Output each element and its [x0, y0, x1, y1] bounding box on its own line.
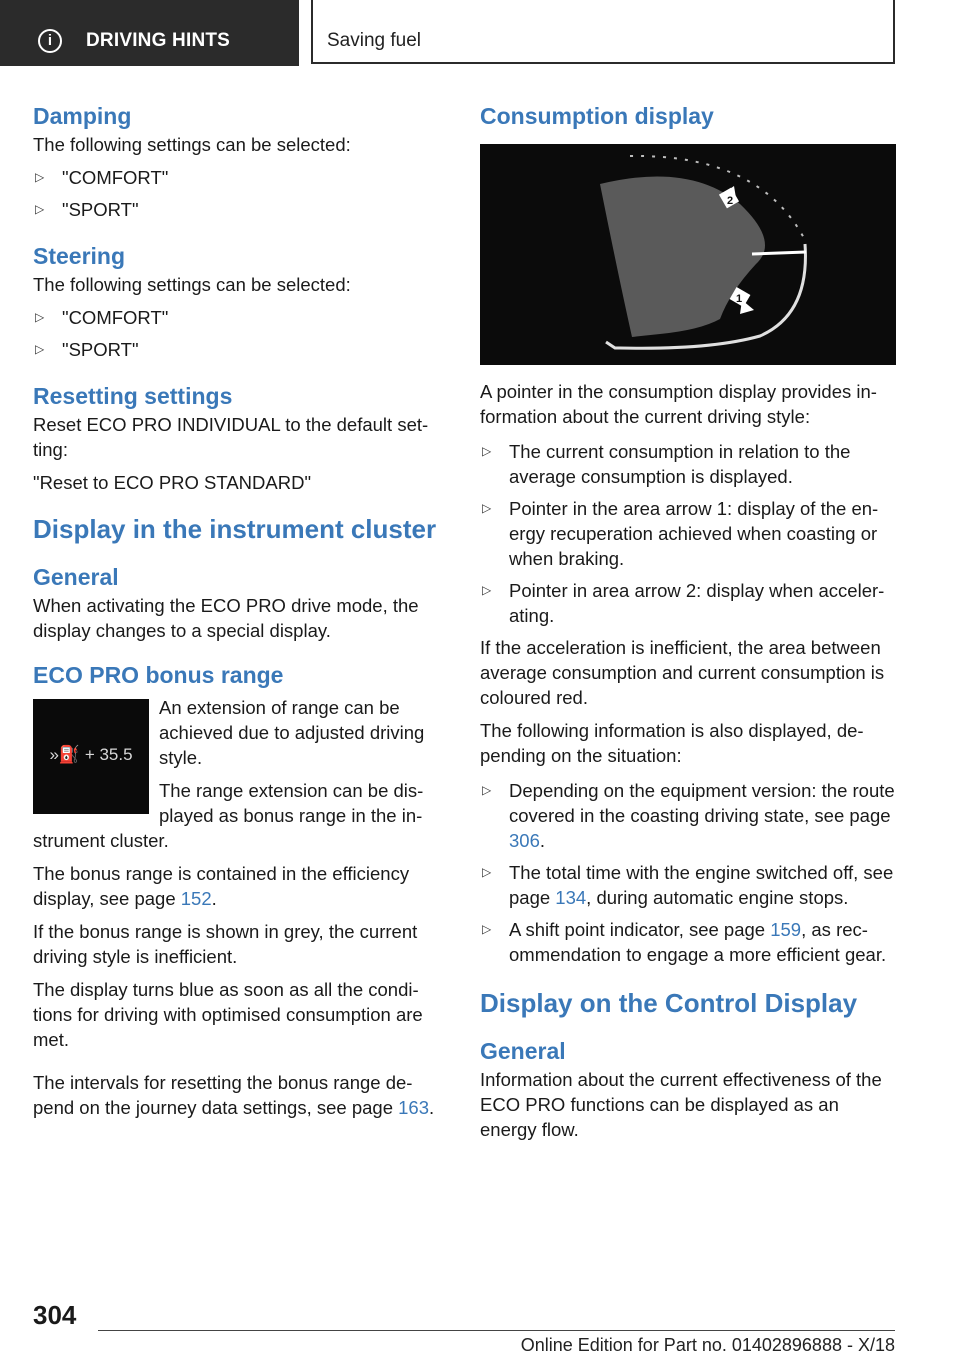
bonus-text-3 [33, 861, 445, 911]
list-item-text: Pointer in the area arrow 1: display of the en-ergy recuperation achieved when coasting or when braking. [509, 498, 879, 569]
text-span: , as rec-ommendation to engage a more efficient gear. [509, 919, 887, 965]
bonus-text-2: The range extension can be dis-played as bonus range in the in-strument cluster. [33, 780, 424, 851]
info-icon: i [38, 29, 62, 53]
left-column [33, 100, 445, 1128]
list-item [480, 778, 896, 853]
damping-intro: The following settings can be selected: [33, 134, 351, 155]
bullet-triangle-icon: ▷ [482, 783, 492, 797]
control-general-heading: General [480, 1038, 566, 1064]
section-label: Saving fuel [327, 30, 422, 51]
list-item [480, 917, 896, 967]
page-number: 304 [33, 1300, 77, 1330]
section-tab[interactable] [311, 0, 895, 64]
bonus-text-4: If the bonus range is shown in grey, the current driving style is inefficient. [33, 921, 418, 967]
list-item-text: "SPORT" [62, 199, 139, 220]
list-item-text: The total time with the engine switched off, see page [509, 862, 894, 908]
page-link-159[interactable]: 159 [770, 919, 802, 940]
bullet-triangle-icon: ▷ [482, 501, 492, 515]
bonus-text-6 [33, 1070, 445, 1120]
list-item [480, 578, 896, 628]
consumption-intro: A pointer in the consumption display provides in-formation about the current driving style: [480, 381, 877, 427]
steering-heading: Steering [33, 243, 126, 269]
chevron-right-icon: » [49, 745, 59, 764]
list-item-text: Depending on the equipment version: the route covered in the coasting driving state, see page [509, 780, 895, 826]
cluster-heading: Display in the instrument cluster [33, 514, 437, 544]
fuel-pump-icon: ⛽ [58, 745, 81, 764]
bonus-range-image [33, 699, 149, 814]
page-header [0, 0, 960, 66]
arrow-2-label: 2 [727, 195, 734, 207]
text-span: . [211, 888, 217, 909]
bonus-text-5: The display turns blue as soon as all the condi-tions for driving with optimised consumption are met. [33, 979, 423, 1050]
general-heading: General [33, 564, 119, 590]
resetting-text: Reset ECO PRO INDIVIDUAL to the default set-ting: [33, 414, 429, 460]
list-item [33, 337, 445, 362]
text-span: . [429, 1097, 435, 1118]
resetting-option: "Reset to ECO PRO STANDARD" [33, 472, 312, 493]
bonus-value [33, 745, 149, 765]
consumption-text-3: The following information is also displayed, de-pending on the situation: [480, 720, 864, 766]
page-link-163[interactable]: 163 [398, 1097, 430, 1118]
list-item-text: A shift point indicator, see page [509, 919, 771, 940]
steering-intro: The following settings can be selected: [33, 274, 351, 295]
list-item-text: "COMFORT" [62, 167, 169, 188]
text-span: The intervals for resetting the bonus range de-pend on the journey data settings, see page [33, 1072, 413, 1118]
bullet-triangle-icon: ▷ [35, 342, 45, 356]
right-column [480, 100, 896, 1150]
list-item [480, 860, 896, 910]
consumption-heading: Consumption display [480, 103, 714, 129]
bullet-triangle-icon: ▷ [482, 922, 492, 936]
text-span: . [539, 830, 546, 851]
page-link-152[interactable]: 152 [180, 888, 212, 909]
consumption-text-2: If the acceleration is inefficient, the area between average consumption and current consumption is coloured red. [480, 637, 885, 708]
consumption-display-image [480, 144, 896, 365]
resetting-heading: Resetting settings [33, 383, 233, 409]
bonus-heading: ECO PRO bonus range [33, 662, 284, 688]
text-span: , during automatic engine stops. [586, 887, 849, 908]
list-item-text: The current consumption in relation to the average consumption is displayed. [509, 441, 851, 487]
edition-text: Online Edition for Part no. 01402896888 - X/18 [520, 1335, 895, 1355]
control-general-text: Information about the current effectiveness of the ECO PRO functions can be displayed as an energy flow. [480, 1069, 882, 1140]
bullet-triangle-icon: ▷ [482, 583, 492, 597]
text-span: The bonus range is contained in the efficiency display, see page [33, 863, 410, 909]
list-item-text: "SPORT" [62, 339, 139, 360]
control-display-heading: Display on the Control Display [480, 988, 858, 1018]
footer-divider [98, 1330, 895, 1331]
list-item [33, 305, 445, 330]
list-item-text: Pointer in area arrow 2: display when acceler-ating. [509, 580, 885, 626]
bullet-triangle-icon: ▷ [35, 310, 45, 324]
general-text: When activating the ECO PRO drive mode, the display changes to a special display. [33, 595, 419, 641]
list-item [480, 496, 896, 571]
bonus-text-1: An extension of range can be achieved due to adjusted driving style. [159, 697, 425, 768]
bullet-triangle-icon: ▷ [482, 444, 492, 458]
bullet-triangle-icon: ▷ [35, 170, 45, 184]
list-item [33, 197, 445, 222]
page-link-134[interactable]: 134 [555, 887, 587, 908]
bonus-value-text: + 35.5 [84, 745, 133, 764]
damping-heading: Damping [33, 103, 132, 129]
list-item [33, 165, 445, 190]
page-link-306[interactable]: 306 [509, 830, 540, 851]
gauge-pointer [752, 252, 806, 254]
chapter-label: DRIVING HINTS [86, 30, 231, 51]
list-item [480, 439, 896, 489]
bullet-triangle-icon: ▷ [35, 202, 45, 216]
chapter-tab[interactable] [0, 0, 299, 66]
bullet-triangle-icon: ▷ [482, 865, 492, 879]
arrow-1-label: 1 [736, 293, 743, 305]
list-item-text: "COMFORT" [62, 307, 169, 328]
